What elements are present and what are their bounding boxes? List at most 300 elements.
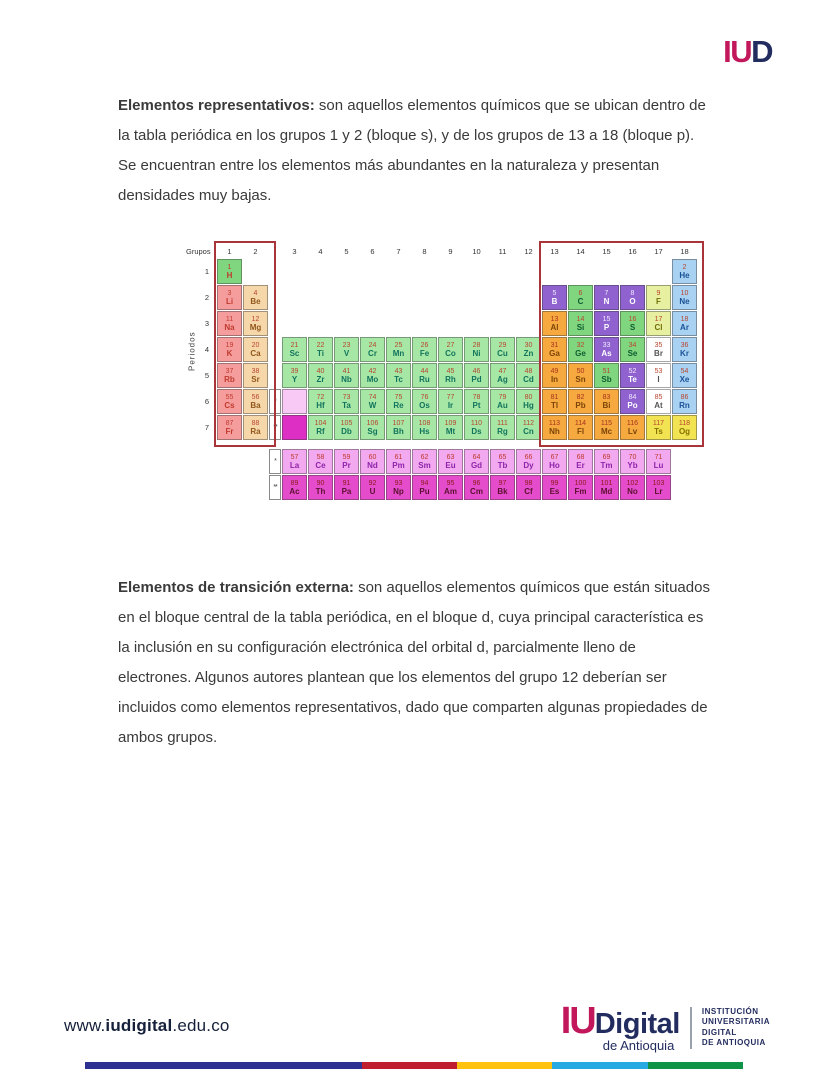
element-symbol-Po: Po <box>627 400 638 410</box>
atomic-number-85: 85 <box>654 393 663 401</box>
groups-label: Grupos <box>186 246 211 256</box>
element-symbol-Cm: Cm <box>470 486 483 496</box>
element-Hg <box>516 389 541 414</box>
atomic-number-29: 29 <box>498 341 507 349</box>
actinide-marker: ** <box>269 415 281 440</box>
atomic-number-111: 111 <box>497 419 508 427</box>
iud-logo-iu: IU <box>723 34 752 69</box>
element-symbol-H: H <box>226 270 233 280</box>
element-symbol-I: I <box>657 374 660 384</box>
element-Mt <box>438 415 463 440</box>
element-Bk <box>490 475 515 500</box>
atomic-number-103: 103 <box>652 479 665 487</box>
paragraph-representativos-lead: Elementos representativos: <box>118 97 315 114</box>
element-Al <box>542 311 567 336</box>
atomic-number-72: 72 <box>316 393 325 401</box>
group-number-4: 4 <box>318 246 323 256</box>
institution-line-2: UNIVERSITARIA <box>701 1017 770 1026</box>
element-Au <box>490 389 515 414</box>
element-symbol-Ce: Ce <box>315 460 326 470</box>
element-symbol-Mo: Mo <box>366 374 379 384</box>
atomic-number-35: 35 <box>654 341 663 349</box>
atomic-number-95: 95 <box>446 479 455 487</box>
atomic-number-21: 21 <box>290 341 299 349</box>
element-symbol-Fr: Fr <box>225 426 234 436</box>
element-symbol-Nb: Nb <box>341 374 352 384</box>
element-Cr <box>360 337 385 362</box>
element-Gd <box>464 449 489 474</box>
element-symbol-N: N <box>603 296 610 306</box>
element-symbol-Tm: Tm <box>600 460 613 470</box>
element-Kr <box>672 337 697 362</box>
atomic-number-88: 88 <box>251 419 260 427</box>
atomic-number-14: 14 <box>576 315 585 323</box>
group-number-6: 6 <box>370 246 375 256</box>
element-Cf <box>516 475 541 500</box>
element-symbol-Lr: Lr <box>654 486 663 496</box>
atomic-number-74: 74 <box>368 393 377 401</box>
atomic-number-32: 32 <box>576 341 585 349</box>
group-number-5: 5 <box>344 246 349 256</box>
element-symbol-Sg: Sg <box>367 426 378 436</box>
element-Ni <box>464 337 489 362</box>
atomic-number-66: 66 <box>524 453 533 461</box>
element-Md <box>594 475 619 500</box>
atomic-number-7: 7 <box>604 289 609 297</box>
element-symbol-Dy: Dy <box>523 460 534 470</box>
element-Tb <box>490 449 515 474</box>
element-symbol-Se: Se <box>627 348 638 358</box>
group-number-13: 13 <box>550 246 559 256</box>
logo-de-antioquia: de Antioquia <box>602 1038 675 1053</box>
atomic-number-9: 9 <box>656 289 661 297</box>
element-Ar <box>672 311 697 336</box>
atomic-number-84: 84 <box>628 393 637 401</box>
element-Pu <box>412 475 437 500</box>
atomic-number-1: 1 <box>227 263 232 271</box>
element-Ru <box>412 363 437 388</box>
element-Cd <box>516 363 541 388</box>
atomic-number-77: 77 <box>446 393 455 401</box>
lanthanide-placeholder <box>282 389 307 414</box>
iud-logo <box>723 34 772 70</box>
element-symbol-O: O <box>629 296 636 306</box>
atomic-number-27: 27 <box>446 341 455 349</box>
element-Nh <box>542 415 567 440</box>
element-Rf <box>308 415 333 440</box>
element-Pr <box>334 449 359 474</box>
element-Ca <box>243 337 268 362</box>
atomic-number-43: 43 <box>394 367 403 375</box>
element-Sb <box>594 363 619 388</box>
atomic-number-24: 24 <box>368 341 377 349</box>
element-Sg <box>360 415 385 440</box>
paragraph-transicion-externa <box>118 573 712 753</box>
element-O <box>620 285 645 310</box>
atomic-number-96: 96 <box>472 479 481 487</box>
atomic-number-118: 118 <box>678 419 691 427</box>
element-symbol-Pm: Pm <box>392 460 405 470</box>
atomic-number-12: 12 <box>251 315 260 323</box>
element-Cm <box>464 475 489 500</box>
element-symbol-Sm: Sm <box>418 460 431 470</box>
atomic-number-23: 23 <box>342 341 351 349</box>
element-Pm <box>386 449 411 474</box>
bar-segment-5 <box>648 1062 743 1069</box>
group-number-2: 2 <box>253 246 258 256</box>
element-symbol-Hg: Hg <box>523 400 534 410</box>
atomic-number-54: 54 <box>680 367 689 375</box>
group-number-17: 17 <box>654 246 663 256</box>
atomic-number-28: 28 <box>472 341 481 349</box>
element-Rh <box>438 363 463 388</box>
bar-segment-3 <box>457 1062 552 1069</box>
institution-line-3: DIGITAL <box>701 1027 737 1037</box>
element-symbol-Db: Db <box>341 426 352 436</box>
website-pre: www. <box>64 1016 106 1035</box>
website-bold: iudigital <box>105 1016 173 1035</box>
element-symbol-Am: Am <box>444 486 457 496</box>
element-symbol-La: La <box>289 460 300 470</box>
element-Th <box>308 475 333 500</box>
element-Ds <box>464 415 489 440</box>
element-symbol-Pt: Pt <box>472 400 481 410</box>
element-Cn <box>516 415 541 440</box>
element-Mg <box>243 311 268 336</box>
element-symbol-Re: Re <box>393 400 404 410</box>
atomic-number-93: 93 <box>394 479 403 487</box>
element-symbol-Si: Si <box>576 322 585 332</box>
atomic-number-13: 13 <box>550 315 559 323</box>
element-Ag <box>490 363 515 388</box>
element-symbol-Ga: Ga <box>549 348 560 358</box>
atomic-number-91: 91 <box>342 479 351 487</box>
iu-digital-logo-main <box>561 1002 680 1040</box>
element-Cu <box>490 337 515 362</box>
atomic-number-36: 36 <box>680 341 689 349</box>
element-Rg <box>490 415 515 440</box>
atomic-number-98: 98 <box>524 479 533 487</box>
element-He <box>672 259 697 284</box>
element-Te <box>620 363 645 388</box>
element-symbol-Sb: Sb <box>601 374 612 384</box>
element-symbol-Y: Y <box>291 374 298 384</box>
element-Es <box>542 475 567 500</box>
element-V <box>334 337 359 362</box>
atomic-number-110: 110 <box>470 419 483 427</box>
element-S <box>620 311 645 336</box>
iu-digital-logo <box>561 1002 770 1053</box>
element-symbol-At: At <box>654 400 663 410</box>
element-Co <box>438 337 463 362</box>
element-symbol-Ts: Ts <box>654 426 663 436</box>
element-symbol-Ni: Ni <box>472 348 481 358</box>
atomic-number-80: 80 <box>524 393 533 401</box>
atomic-number-53: 53 <box>654 367 663 375</box>
atomic-number-26: 26 <box>420 341 429 349</box>
element-symbol-Er: Er <box>576 460 585 470</box>
atomic-number-63: 63 <box>446 453 455 461</box>
atomic-number-100: 100 <box>574 479 587 487</box>
iud-logo-d: D <box>751 34 772 69</box>
paragraph-representativos-body: son aquellos elementos químicos que se ubican dentro de la tabla periódica en los grupos 1 y 2 (bloque s), y de los grupos de 13 a 18 (bloque p). Se encuentran entre los elementos más abundantes en la naturaleza y presentan densidades muy bajas. <box>118 97 706 204</box>
element-symbol-Ac: Ac <box>289 486 300 496</box>
element-Tm <box>594 449 619 474</box>
element-symbol-He: He <box>679 270 690 280</box>
element-symbol-K: K <box>226 348 233 358</box>
institution-line-1: INSTITUCIÓN <box>701 1006 759 1016</box>
website-post: .edu.co <box>172 1016 230 1035</box>
logo-iu: IU <box>560 1000 595 1042</box>
atomic-number-89: 89 <box>290 479 299 487</box>
element-Ge <box>568 337 593 362</box>
atomic-number-112: 112 <box>522 419 535 427</box>
element-symbol-U: U <box>369 486 376 496</box>
element-Lu <box>646 449 671 474</box>
atomic-number-20: 20 <box>251 341 260 349</box>
element-symbol-Be: Be <box>250 296 261 306</box>
atomic-number-105: 105 <box>340 419 353 427</box>
element-Tc <box>386 363 411 388</box>
element-symbol-Ca: Ca <box>250 348 261 358</box>
atomic-number-102: 102 <box>626 479 639 487</box>
element-symbol-Cr: Cr <box>368 348 377 358</box>
atomic-number-65: 65 <box>498 453 507 461</box>
atomic-number-46: 46 <box>472 367 481 375</box>
atomic-number-30: 30 <box>524 341 533 349</box>
atomic-number-40: 40 <box>316 367 325 375</box>
atomic-number-68: 68 <box>576 453 585 461</box>
atomic-number-5: 5 <box>552 289 557 297</box>
element-Er <box>568 449 593 474</box>
element-Ne <box>672 285 697 310</box>
element-symbol-Gd: Gd <box>470 460 483 470</box>
element-symbol-Cs: Cs <box>224 400 235 410</box>
atomic-number-8: 8 <box>630 289 635 297</box>
element-Nb <box>334 363 359 388</box>
atomic-number-106: 106 <box>366 419 379 427</box>
atomic-number-2: 2 <box>682 263 687 271</box>
element-Pb <box>568 389 593 414</box>
group-number-11: 11 <box>498 246 507 256</box>
element-symbol-Zr: Zr <box>316 374 325 384</box>
atomic-number-56: 56 <box>251 393 260 401</box>
atomic-number-18: 18 <box>680 315 689 323</box>
group-number-10: 10 <box>472 246 481 256</box>
element-symbol-Ra: Ra <box>250 426 261 436</box>
footer-color-bar <box>85 1062 743 1069</box>
element-symbol-Bk: Bk <box>497 486 508 496</box>
element-Sc <box>282 337 307 362</box>
atomic-number-42: 42 <box>368 367 377 375</box>
element-Se <box>620 337 645 362</box>
element-symbol-Rf: Rf <box>316 426 325 436</box>
element-Bi <box>594 389 619 414</box>
element-symbol-Na: Na <box>224 322 235 332</box>
atomic-number-109: 109 <box>444 419 457 427</box>
element-Nd <box>360 449 385 474</box>
element-Eu <box>438 449 463 474</box>
element-symbol-Hs: Hs <box>419 426 430 436</box>
element-symbol-Cl: Cl <box>654 322 663 332</box>
element-symbol-C: C <box>577 296 584 306</box>
element-At <box>646 389 671 414</box>
atomic-number-51: 51 <box>602 367 611 375</box>
element-symbol-Zn: Zn <box>523 348 534 358</box>
element-Zn <box>516 337 541 362</box>
atomic-number-4: 4 <box>253 289 258 297</box>
element-symbol-Ir: Ir <box>447 400 454 410</box>
element-Y <box>282 363 307 388</box>
paragraph-transicion-lead: Elementos de transición externa: <box>118 579 354 596</box>
atomic-number-57: 57 <box>290 453 299 461</box>
element-symbol-S: S <box>629 322 636 332</box>
element-Po <box>620 389 645 414</box>
atomic-number-22: 22 <box>316 341 325 349</box>
atomic-number-76: 76 <box>420 393 429 401</box>
element-symbol-Eu: Eu <box>445 460 456 470</box>
atomic-number-107: 107 <box>392 419 405 427</box>
element-In <box>542 363 567 388</box>
element-symbol-Lu: Lu <box>653 460 664 470</box>
element-symbol-Cd: Cd <box>523 374 534 384</box>
atomic-number-117: 117 <box>652 419 665 427</box>
element-symbol-Rh: Rh <box>445 374 456 384</box>
element-symbol-Es: Es <box>549 486 560 496</box>
element-Og <box>672 415 697 440</box>
atomic-number-86: 86 <box>680 393 689 401</box>
element-Lv <box>620 415 645 440</box>
periods-axis-label: Periodos <box>187 331 197 372</box>
periodic-table-figure <box>186 244 710 500</box>
element-Fm <box>568 475 593 500</box>
group-number-3: 3 <box>292 246 297 256</box>
atomic-number-97: 97 <box>498 479 507 487</box>
lanthanide-marker: * <box>269 389 281 414</box>
paragraph-representativos <box>118 91 712 211</box>
period-number-4: 4 <box>204 345 210 354</box>
atomic-number-52: 52 <box>628 367 637 375</box>
element-symbol-Te: Te <box>628 374 637 384</box>
logo-digital: Digital <box>594 1008 680 1040</box>
element-No <box>620 475 645 500</box>
element-symbol-As: As <box>601 348 612 358</box>
element-symbol-Ho: Ho <box>549 460 560 470</box>
atomic-number-78: 78 <box>472 393 481 401</box>
element-Yb <box>620 449 645 474</box>
element-symbol-Nd: Nd <box>367 460 378 470</box>
logo-divider <box>690 1007 692 1049</box>
element-symbol-Pa: Pa <box>341 486 352 496</box>
atomic-number-64: 64 <box>472 453 481 461</box>
element-Sm <box>412 449 437 474</box>
iu-digital-logo-text <box>561 1002 680 1053</box>
element-symbol-Cn: Cn <box>523 426 534 436</box>
element-symbol-Mt: Mt <box>445 426 456 436</box>
element-I <box>646 363 671 388</box>
element-symbol-Ag: Ag <box>497 374 508 384</box>
element-Fl <box>568 415 593 440</box>
institution-line-4: DE ANTIOQUIA <box>701 1038 766 1047</box>
element-symbol-Pd: Pd <box>471 374 482 384</box>
element-Pa <box>334 475 359 500</box>
atomic-number-38: 38 <box>251 367 260 375</box>
element-B <box>542 285 567 310</box>
element-symbol-No: No <box>627 486 638 496</box>
element-Si <box>568 311 593 336</box>
element-Dy <box>516 449 541 474</box>
atomic-number-31: 31 <box>550 341 559 349</box>
element-symbol-Xe: Xe <box>679 374 690 384</box>
atomic-number-17: 17 <box>654 315 663 323</box>
element-symbol-Tb: Tb <box>497 460 508 470</box>
atomic-number-62: 62 <box>420 453 429 461</box>
group-number-7: 7 <box>396 246 401 256</box>
atomic-number-16: 16 <box>628 315 637 323</box>
atomic-number-83: 83 <box>602 393 611 401</box>
element-symbol-Bi: Bi <box>602 400 611 410</box>
atomic-number-99: 99 <box>550 479 559 487</box>
atomic-number-11: 11 <box>225 315 234 323</box>
element-symbol-Mn: Mn <box>392 348 405 358</box>
element-Db <box>334 415 359 440</box>
element-Ce <box>308 449 333 474</box>
atomic-number-59: 59 <box>342 453 351 461</box>
element-Be <box>243 285 268 310</box>
element-Sr <box>243 363 268 388</box>
element-As <box>594 337 619 362</box>
element-symbol-Br: Br <box>654 348 663 358</box>
atomic-number-41: 41 <box>342 367 351 375</box>
atomic-number-116: 116 <box>626 419 639 427</box>
element-W <box>360 389 385 414</box>
atomic-number-92: 92 <box>368 479 377 487</box>
element-Zr <box>308 363 333 388</box>
element-Ho <box>542 449 567 474</box>
element-symbol-Rg: Rg <box>497 426 508 436</box>
element-symbol-Np: Np <box>393 486 404 496</box>
element-symbol-Ge: Ge <box>575 348 586 358</box>
element-Ir <box>438 389 463 414</box>
atomic-number-75: 75 <box>394 393 403 401</box>
period-number-3: 3 <box>204 319 210 328</box>
group-number-15: 15 <box>602 246 611 256</box>
element-Am <box>438 475 463 500</box>
footer-website <box>64 1016 230 1036</box>
element-symbol-Sc: Sc <box>289 348 300 358</box>
element-symbol-Sn: Sn <box>575 374 586 384</box>
period-number-6: 6 <box>204 397 210 406</box>
atomic-number-115: 115 <box>600 419 613 427</box>
atomic-number-34: 34 <box>628 341 637 349</box>
atomic-number-49: 49 <box>550 367 559 375</box>
atomic-number-47: 47 <box>498 367 507 375</box>
element-symbol-Th: Th <box>315 486 326 496</box>
atomic-number-94: 94 <box>420 479 429 487</box>
element-symbol-P: P <box>603 322 610 332</box>
element-symbol-Bh: Bh <box>393 426 404 436</box>
element-F <box>646 285 671 310</box>
element-symbol-Og: Og <box>678 426 691 436</box>
element-Mn <box>386 337 411 362</box>
group-number-8: 8 <box>422 246 427 256</box>
element-symbol-Fl: Fl <box>576 426 585 436</box>
atomic-number-37: 37 <box>225 367 234 375</box>
element-Tl <box>542 389 567 414</box>
element-Hs <box>412 415 437 440</box>
atomic-number-19: 19 <box>225 341 234 349</box>
element-symbol-Os: Os <box>419 400 430 410</box>
